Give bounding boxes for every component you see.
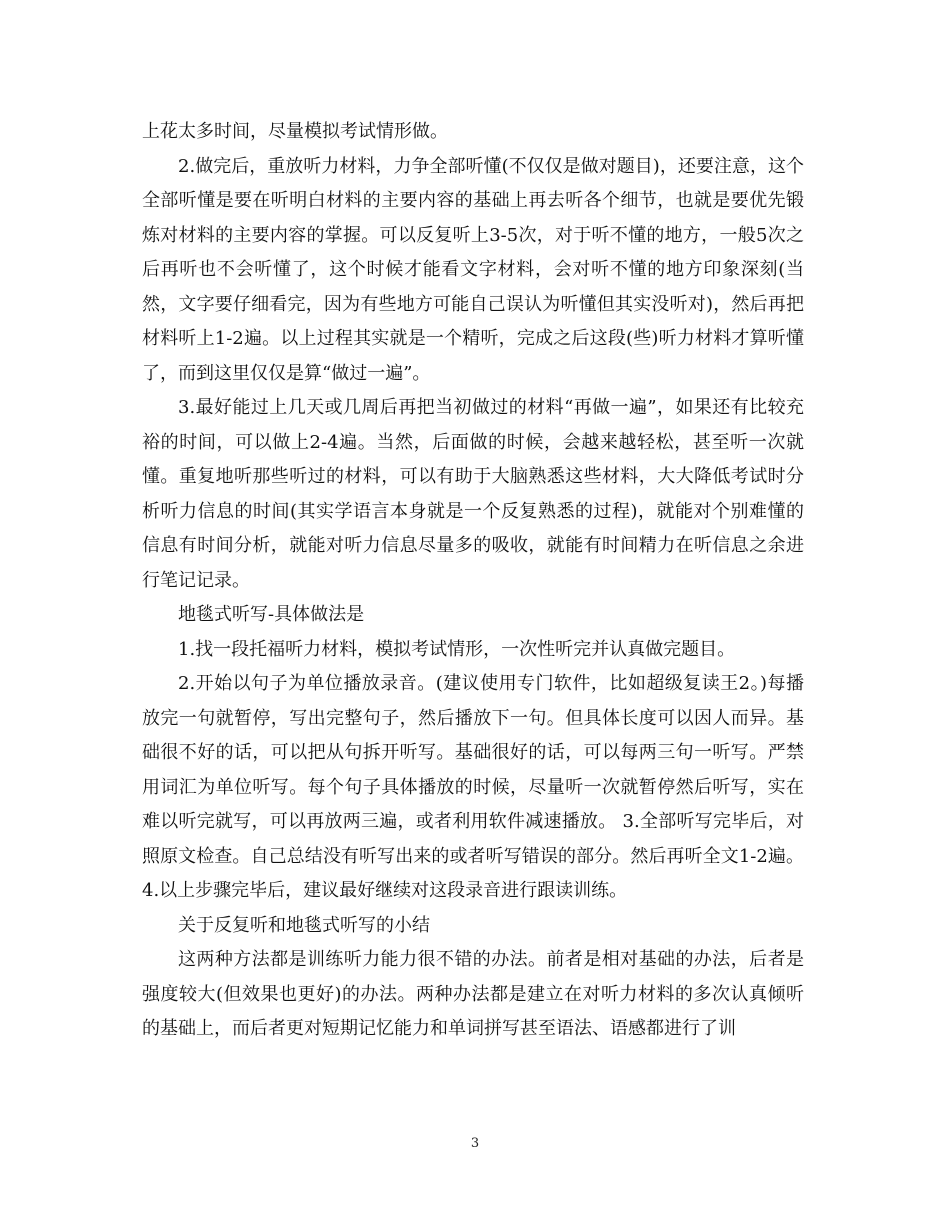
paragraph-summary: 这两种方法都是训练听力能力很不错的办法。前者是相对基础的办法，后者是强度较大(但效果也更好)的办法。两种办法都是建立在对听力材料的多次认真倾听的基础上，而后者更对短期记忆能力和单词拼写甚至语法、语感都进行了训 <box>142 949 804 1039</box>
section-heading-summary: 关于反复听和地毯式听写的小结 <box>178 914 430 936</box>
page-number: 3 <box>470 1136 480 1151</box>
body-text <box>142 115 804 1047</box>
paragraph-dictation-step-1: 1.找一段托福听力材料，模拟考试情形，一次性听完并认真做完题目。 <box>178 638 736 660</box>
paragraph-step-2: 2.做完后，重放听力材料，力争全部听懂(不仅仅是做对题目)，还要注意，这个全部听懂是要在听明白材料的主要内容的基础上再去听各个细节，也就是要优先锻炼对材料的主要内容的掌握。可以反复听上3-5次，对于听不懂的地方，一般5次之后再听也不会听懂了，这个时候才能看文字材料，会对听不懂的地方印象深刻(当然，文字要仔细看完，因为有些地方可能自己误认为听懂但其实没听对)，然后再把材料听上1-2遍。以上过程其实就是一个精听，完成之后这段(些)听力材料才算听懂了，而到这里仅仅是算“做过一遍”。 <box>142 155 804 384</box>
paragraph-continuation: 上花太多时间，尽量模拟考试情形做。 <box>142 121 448 142</box>
section-heading-dictation: 地毯式听写-具体做法是 <box>178 604 365 625</box>
paragraph-step-3: 3.最好能过上几天或几周后再把当初做过的材料“再做一遍”，如果还有比较充裕的时间，可以做上2-4遍。当然，后面做的时候，会越来越轻松，甚至听一次就懂。重复地听那些听过的材料，可以有助于大脑熟悉这些材料，大大降低考试时分析听力信息的时间(其实学语言本身就是一个反复熟悉的过程)，就能对个别难懂的信息有时间分析，就能对听力信息尽量多的吸收，就能有时间精力在听信息之余进行笔记记录。 <box>142 397 804 591</box>
paragraph-dictation-step-2: 2.开始以句子为单位播放录音。(建议使用专门软件，比如超级复读王2。)每播放完一句就暂停，写出完整句子，然后播放下一句。但具体长度可以因人而异。基础很不好的话，可以把从句拆开听写。基础很好的话，可以每两三句一听写。严禁用词汇为单位听写。每个句子具体播放的时候，尽量听一次就暂停然后听写，实在难以听完就写，可以再放两三遍，或者利用软件减速播放。 3.全部听写完毕后，对照原文检查。自己总结没有听写出来的或者听写错误的部分。然后再听全文1-2遍。 4.以上步骤完毕后，建议最好继续对这段录音进行跟读训练。 <box>142 673 804 901</box>
